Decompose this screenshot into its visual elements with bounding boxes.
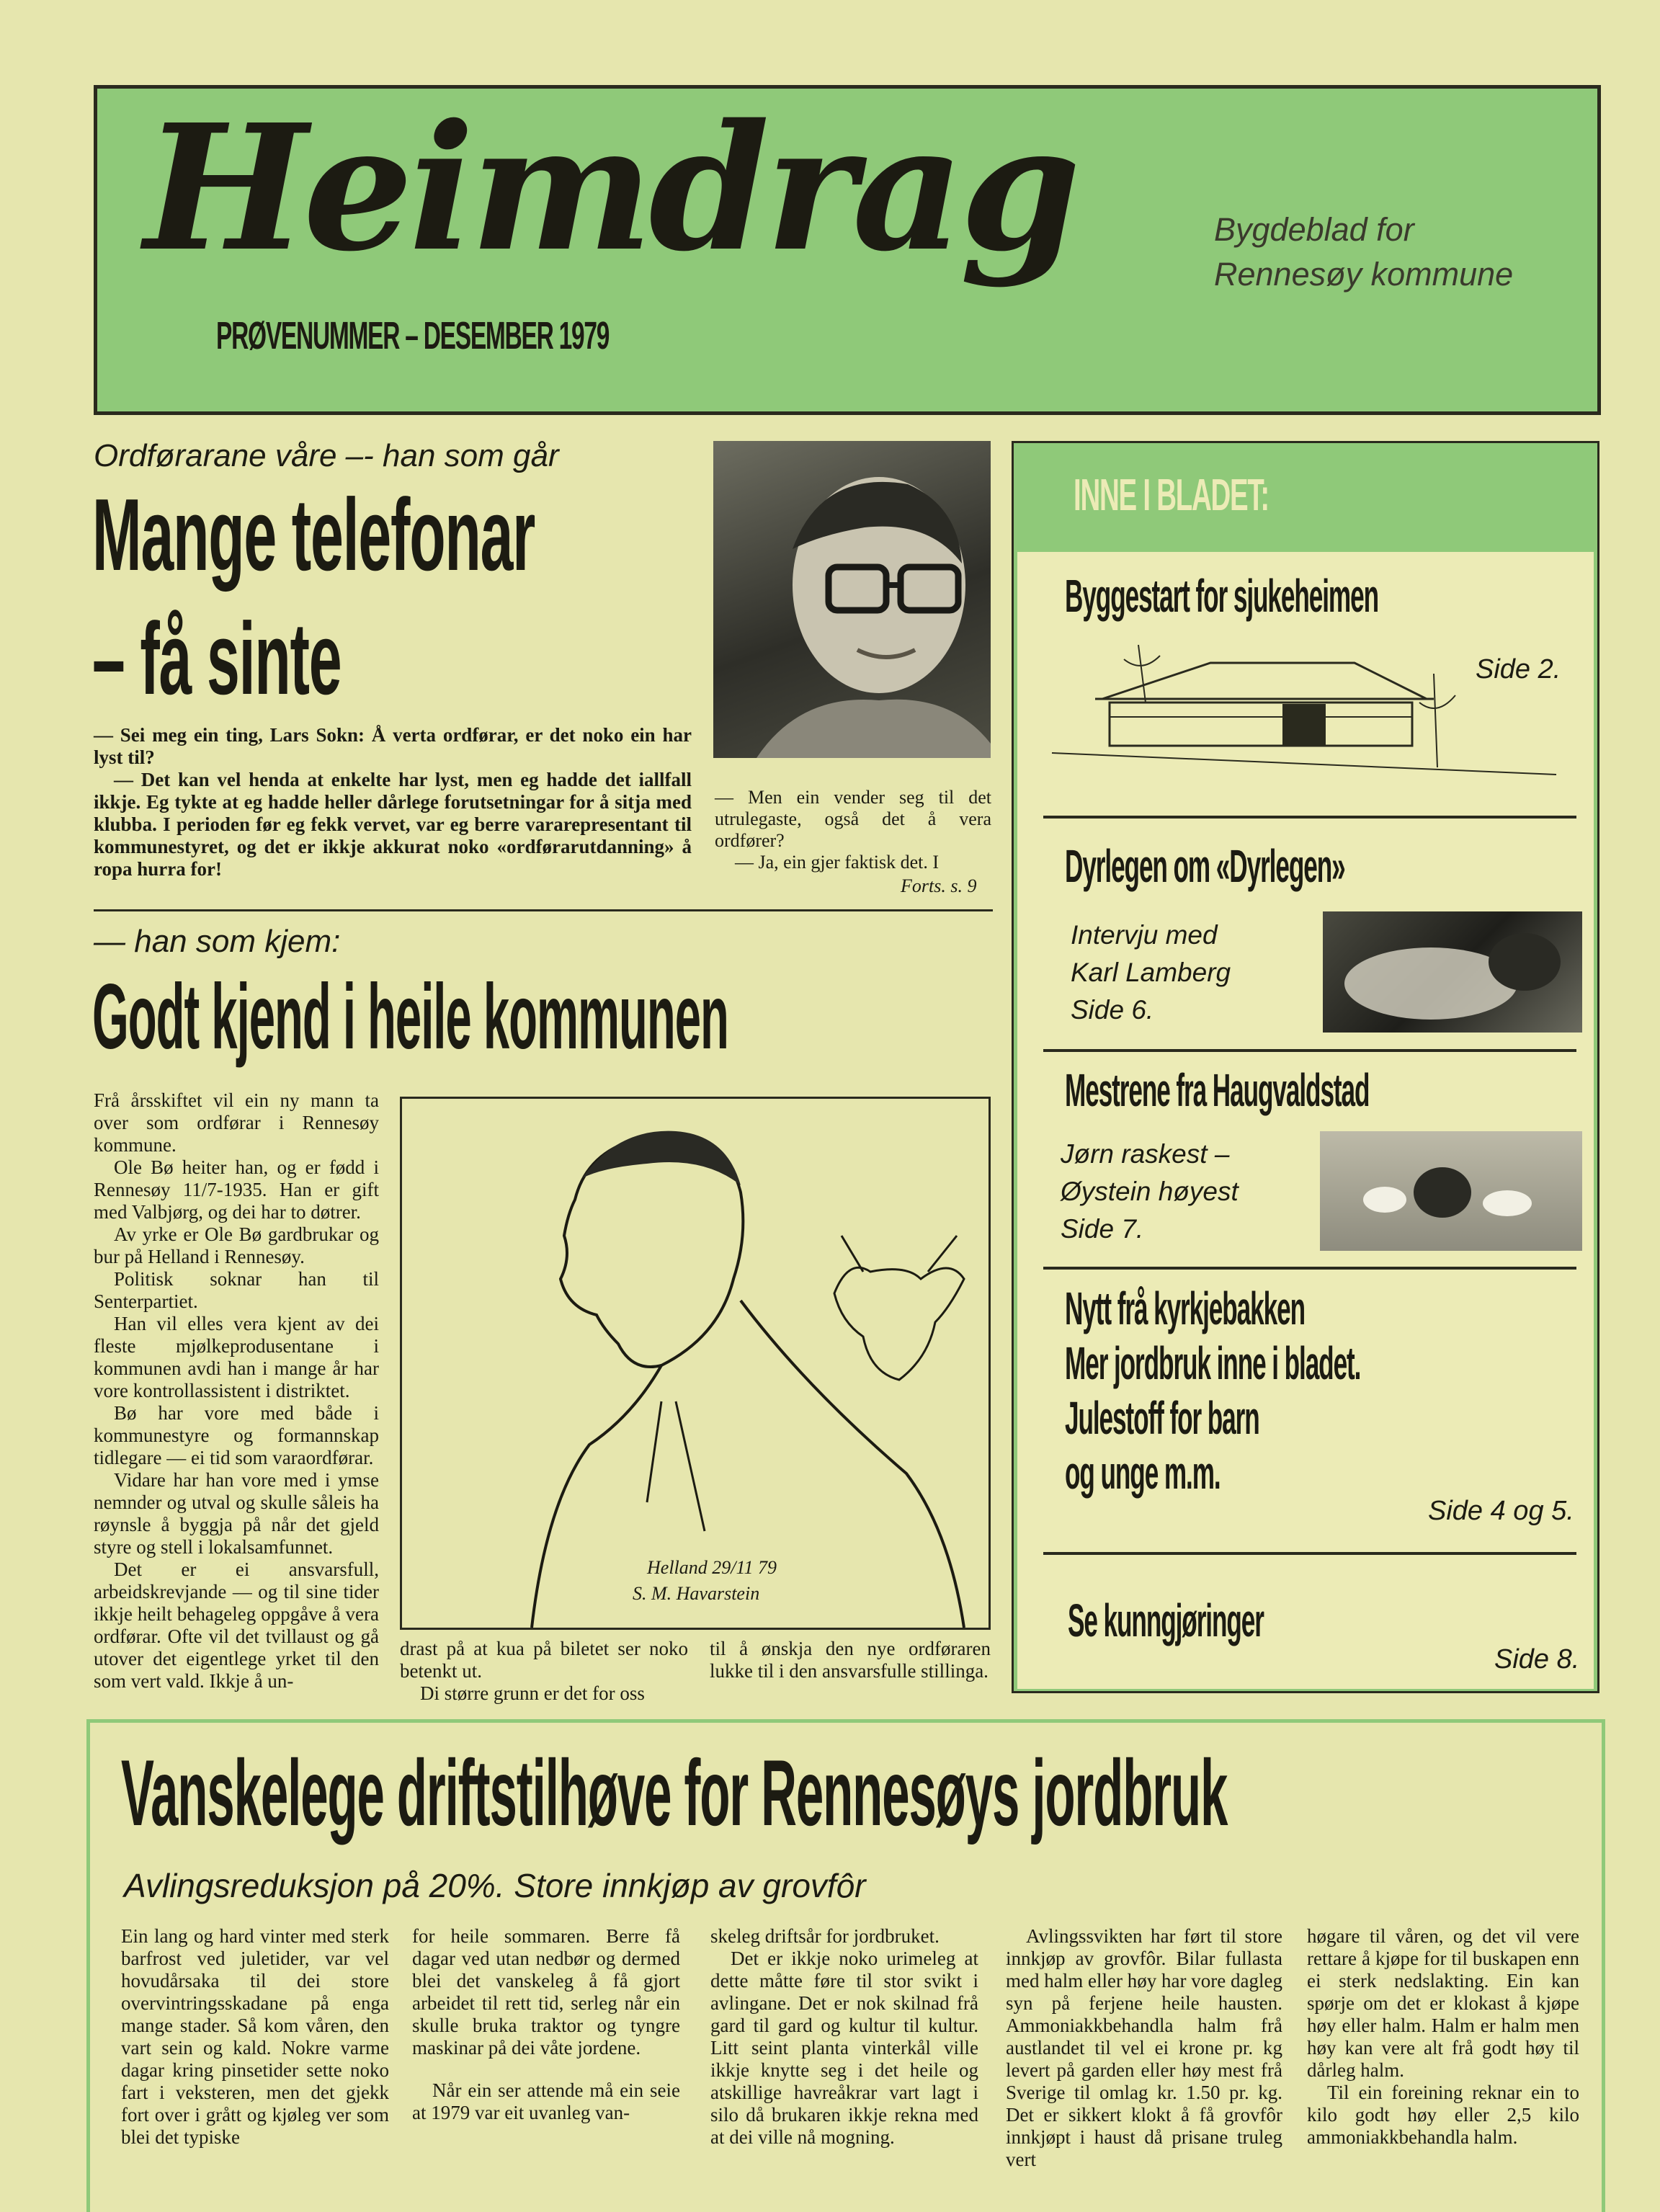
article2-column-3 xyxy=(710,1638,991,1682)
article1-kicker: Ordførarane våre –- han som går xyxy=(94,438,559,473)
sidebar-divider xyxy=(1043,816,1576,819)
article2-kicker: — han som kjem: xyxy=(94,924,341,959)
article1-headline-line-1: Mange telefonar xyxy=(92,478,535,592)
article3-paragraph: Til ein foreining reknar ein to kilo godt høy eller 2,5 kilo ammoniakkbehandla halm. xyxy=(1307,2082,1579,2148)
article3-paragraph: Avlingssvikten har ført til store innkjøp av grovfôr. Bilar fullasta med halm eller høy har vore dagleg syn på ferjene heile hausten. Ammoniakkbehandla halm frå austlandet til vel ei krone pr. kg levert på garden eller høy mest frå Sverige til omlag kr. 1.50 pr. kg. Det er sikkert klokt å få grovfôr innkjøpt i haust då prisane truleg vert xyxy=(1006,1925,1282,2170)
article3-column-4 xyxy=(1006,1925,1282,2171)
sidebar-item-sjukeheim-page: Side 2. xyxy=(1476,654,1561,684)
article3-paragraph: Når ein ser attende må ein seie at 1979 var eit uvanleg van- xyxy=(412,2079,680,2123)
sketch-frame xyxy=(400,1097,991,1630)
article2-column-1 xyxy=(94,1089,379,1693)
article3-column-5 xyxy=(1307,1925,1579,2149)
article2-paragraph: Politisk soknar han til Senterpartiet. xyxy=(94,1268,379,1312)
article1-paragraph: — Det kan vel henda at enkelte har lyst, men eg hadde det iallfall ikkje. Eg tykte at eg hadde heller dårlege forutsetningar for å sitja med klubba. I perioden før eg fekk vervet, var eg berre vararepresentant til kommunestyret, og det er ikkje akkurat noko «ordførarutdanning» å ropa hurra for! xyxy=(94,769,692,880)
article1-side-paragraph: — Men ein vender seg til det utrulegaste, også det å vera ordfører? xyxy=(715,787,991,851)
article2-paragraph: Di større grunn er det for oss xyxy=(420,1682,645,1704)
article3-column-1 xyxy=(121,1925,389,2149)
tagline-line-1: Bygdeblad for xyxy=(1214,211,1414,248)
article2-paragraph: til å ønskja den nye ordføraren lukke til i den ansvarsfulle stillinga. xyxy=(710,1638,991,1682)
article3-column-3 xyxy=(710,1925,978,2149)
article3-headline: Vanskelege driftstilhøve for Rennesøys jordbruk xyxy=(121,1740,1228,1845)
sidebar-item-kyrkjebakken-line-1: Nytt frå kyrkjebakken xyxy=(1065,1283,1305,1334)
article2-headline: Godt kjend i heile kommunen xyxy=(92,965,728,1069)
sidebar-heading: INNE I BLADET: xyxy=(1074,471,1269,520)
building-sketch xyxy=(1052,645,1585,789)
sidebar-item-dyrlegen-page: Side 6. xyxy=(1071,995,1154,1025)
sidebar-item-mestrene-sub-1: Jørn raskest – xyxy=(1061,1139,1230,1169)
article1-side-paragraph: — Ja, ein gjer faktisk det. I xyxy=(735,852,940,873)
sidebar-item-mestrene-title[interactable]: Mestrene fra Haugvaldstad xyxy=(1065,1064,1370,1116)
mayor-sketch-illustration xyxy=(402,1099,989,1628)
sidebar-item-kunngjoringer-title[interactable]: Se kunngjøringer xyxy=(1068,1595,1264,1646)
tagline-line-2: Rennesøy kommune xyxy=(1214,256,1514,293)
mayor-photo xyxy=(713,441,991,758)
article2-paragraph: Vidare har han vore med i ymse nemnder og utval og skulle såleis ha røynsle å byggja på når det gjeld styre og stell i lokalsamfunnet. xyxy=(94,1469,379,1558)
sidebar-item-mestrene-sub-2: Øystein høyest xyxy=(1061,1177,1239,1206)
article3-paragraph: skeleg driftsår for jordbruket. xyxy=(710,1925,940,1947)
sketch-signature-2: S. M. Havarstein xyxy=(633,1583,760,1604)
sidebar-item-kunngjoringer-page: Side 8. xyxy=(1494,1644,1580,1674)
sidebar-item-mestrene-page: Side 7. xyxy=(1061,1214,1144,1244)
article3-paragraph: Det er ikkje noko urimeleg at dette måtte føre til stor svikt i avlingane. Det er nok skilnad frå gard til gard og kultur til kultur. Litt seint planta vinterkål ville ikkje knytte seg i det heile og atskillige havreåkrar vart lagt i silo då brukaren ikkje rekna med at dei ville nå mogning. xyxy=(710,1948,978,2148)
athletes-photo-illustration xyxy=(1320,1131,1582,1251)
article1-side-body xyxy=(715,787,991,873)
sidebar-item-sjukeheim-title[interactable]: Byggestart for sjukeheimen xyxy=(1065,570,1378,622)
tagline xyxy=(1214,208,1513,297)
article3-column-2 xyxy=(412,1925,680,2124)
sidebar-item-kyrkjebakken-line-2: Mer jordbruk inne i bladet. xyxy=(1065,1337,1361,1389)
sketch-signature-1: Helland 29/11 79 xyxy=(647,1557,777,1578)
building-illustration xyxy=(1052,645,1585,789)
sidebar-divider xyxy=(1043,1552,1576,1555)
sidebar-item-kyrkjebakken-line-4: og unge m.m. xyxy=(1065,1447,1221,1499)
sidebar-item-kyrkjebakken[interactable] xyxy=(1065,1281,1360,1500)
sidebar-divider xyxy=(1043,1267,1576,1270)
sidebar-item-dyrlegen-sub xyxy=(1071,917,1231,1029)
article1-headline-line-2: – få sinte xyxy=(92,602,342,716)
portrait-illustration xyxy=(713,441,991,758)
article2-paragraph: Frå årsskiftet vil ein ny mann ta over som ordførar i Rennesøy kommune. xyxy=(94,1089,379,1156)
continued-note: Forts. s. 9 xyxy=(901,875,977,896)
article3-paragraph: Ein lang og hard vinter med sterk barfrost ved juletider, var vel hovudårsaka til dei store overvintringsskadane på enga mange stader. Så kom våren, den vart sein og kald. Nokre varme dagar kring pinsetider sette noko fart i veksteren, men det gjekk fort over i grått og kjøleg ver som blei det typiske xyxy=(121,1925,389,2148)
vet-photo xyxy=(1323,911,1582,1033)
athletes-photo xyxy=(1320,1131,1582,1251)
sidebar-item-dyrlegen-sub-1: Intervju med xyxy=(1071,920,1218,950)
sidebar-item-mestrene-sub xyxy=(1061,1136,1239,1248)
sidebar-item-dyrlegen-sub-2: Karl Lamberg xyxy=(1071,958,1231,987)
article2-paragraph: Bø har vore med både i kommunestyre og formannskap tidlegare — ei tid som varaordførar. xyxy=(94,1402,379,1468)
article1-body xyxy=(94,724,692,880)
article3-subheadline: Avlingsreduksjon på 20%. Store innkjøp av grovfôr xyxy=(124,1867,866,1904)
sidebar-item-kyrkjebakken-page: Side 4 og 5. xyxy=(1428,1496,1574,1526)
sidebar-item-dyrlegen-title[interactable]: Dyrlegen om «Dyrlegen» xyxy=(1065,840,1345,892)
article2-paragraph: Ole Bø heiter han, og er fødd i Rennesøy 11/7-1935. Han er gift med Valbjørg, og dei har to døtrer. xyxy=(94,1156,379,1223)
issue-subtitle: PRØVENUMMER – DESEMBER 1979 xyxy=(216,314,610,357)
article2-paragraph: drast på at kua på biletet ser noko betenkt ut. xyxy=(400,1638,688,1682)
article3-paragraph: for heile sommaren. Berre få dagar ved utan nedbør og dermed blei det vanskeleg å få gjort arbeidet til rett tid, serleg når ein skulle bruka traktor og tyngre maskinar på dei våte jordene. xyxy=(412,1925,680,2059)
section-divider xyxy=(94,909,993,911)
article3-paragraph: høgare til våren, og det vil vere rettare å kjøpe for til buskapen enn ei sterk nedslakting. Ein kan spørje om det er klokast å kjøpe høy eller halm. Halm er halm men høy kan vere alt frå godt høy til dårleg halm. xyxy=(1307,1925,1579,2081)
sidebar-item-kyrkjebakken-line-3: Julestoff for barn xyxy=(1065,1392,1259,1444)
sidebar-divider xyxy=(1043,1049,1576,1052)
article2-column-2 xyxy=(400,1638,688,1705)
cow-photo-illustration xyxy=(1323,911,1582,1033)
article2-paragraph: Det er ei ansvarsfull, arbeidskrevjande — og til sine tider ikkje heilt behageleg oppgåve å vera ordførar. Ofte vil det tvillaust og gå utover det eigentlege yrket til den som vert vald. Ikkje å un- xyxy=(94,1558,379,1692)
article2-paragraph: Han vil elles vera kjent av dei fleste mjølkeprodusentane i kommunen avdi han i mange år har vore kontrollassistent i distriktet. xyxy=(94,1313,379,1401)
article1-paragraph: — Sei meg ein ting, Lars Sokn: Å verta ordførar, er det noko ein har lyst til? xyxy=(94,724,692,768)
article2-paragraph: Av yrke er Ole Bø gardbrukar og bur på Helland i Rennesøy. xyxy=(94,1223,379,1267)
newspaper-title: Heimdrag xyxy=(144,86,1077,290)
